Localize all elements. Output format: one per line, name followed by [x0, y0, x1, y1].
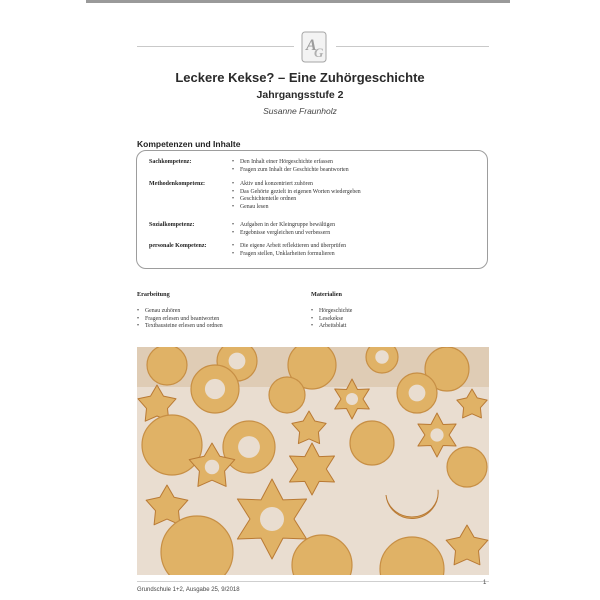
competencies-heading: Kompetenzen und Inhalte — [137, 139, 241, 149]
erarbeitung-list — [137, 308, 223, 331]
footer-text: Grundschule 1+2, Ausgabe 25, 9/2018 — [137, 587, 240, 593]
list-item: • Arbeitsblatt — [311, 323, 352, 331]
publisher-logo — [296, 28, 334, 66]
competency-label: Methodenkompetenz: — [149, 181, 205, 187]
materialien-heading: Materialien — [311, 291, 342, 298]
competency-list — [232, 222, 335, 237]
cookie-hole — [430, 428, 443, 441]
list-item: • Genau zuhören — [137, 308, 223, 316]
competency-label: personale Kompetenz: — [149, 243, 207, 249]
list-item: • Genau lesen — [232, 204, 361, 212]
cookie-hole — [205, 379, 225, 399]
header-rule-right — [336, 46, 489, 47]
list-item: • Ergebnisse vergleichen und verbessern — [232, 230, 335, 238]
round-cookie — [142, 415, 202, 475]
footer-rule — [137, 581, 489, 582]
list-item: • Geschichtenteile ordnen — [232, 196, 361, 204]
document-title: Leckere Kekse? – Eine Zuhörgeschichte — [175, 70, 425, 85]
materialien-list — [311, 308, 352, 331]
competencies-box — [136, 150, 488, 269]
svg-text:G: G — [314, 45, 324, 60]
cookie-hole — [375, 350, 388, 363]
cookie-hole — [229, 353, 246, 370]
competency-label: Sozialkompetenz: — [149, 222, 195, 228]
list-item: • Hörgeschichte — [311, 308, 352, 316]
cookie-hole — [205, 460, 219, 474]
list-item: • Das Gehörte gezielt in eigenen Worten wiedergeben — [232, 189, 361, 197]
erarbeitung-heading: Erarbeitung — [137, 291, 170, 298]
top-border — [86, 0, 510, 3]
list-item: • Fragen erlesen und beantworten — [137, 316, 223, 324]
page-number: 1 — [483, 580, 487, 586]
list-item: • Fragen stellen, Unklarheiten formulieren — [232, 251, 346, 259]
competency-list — [232, 181, 361, 211]
competency-list — [232, 159, 349, 174]
list-item: • Lesekekse — [311, 316, 352, 324]
list-item: • Textbausteine erlesen und ordnen — [137, 323, 223, 331]
round-cookie — [269, 377, 305, 413]
round-cookie — [447, 447, 487, 487]
document-author: Susanne Fraunholz — [263, 106, 337, 116]
list-item: • Fragen zum Inhalt der Geschichte beantworten — [232, 167, 349, 175]
list-item: • Aktiv und konzentriert zuhören — [232, 181, 361, 189]
list-item: • Die eigene Arbeit reflektieren und überprüfen — [232, 243, 346, 251]
cookies-photo — [137, 347, 489, 575]
cookie-hole — [238, 436, 260, 458]
svg-text:A: A — [306, 37, 317, 54]
round-cookie — [350, 421, 394, 465]
list-item: • Aufgaben in der Kleingruppe bewältigen — [232, 222, 335, 230]
cookie-hole — [346, 393, 358, 405]
competency-label: Sachkompetenz: — [149, 159, 192, 165]
competency-list — [232, 243, 346, 258]
round-cookie — [147, 347, 187, 385]
cookies-illustration — [137, 347, 489, 575]
header-rule-left — [137, 46, 294, 47]
list-item: • Den Inhalt einer Hörgeschichte erfassen — [232, 159, 349, 167]
document-subtitle: Jahrgangsstufe 2 — [256, 89, 344, 101]
cookie-hole — [409, 385, 426, 402]
cookie-hole — [260, 507, 284, 531]
